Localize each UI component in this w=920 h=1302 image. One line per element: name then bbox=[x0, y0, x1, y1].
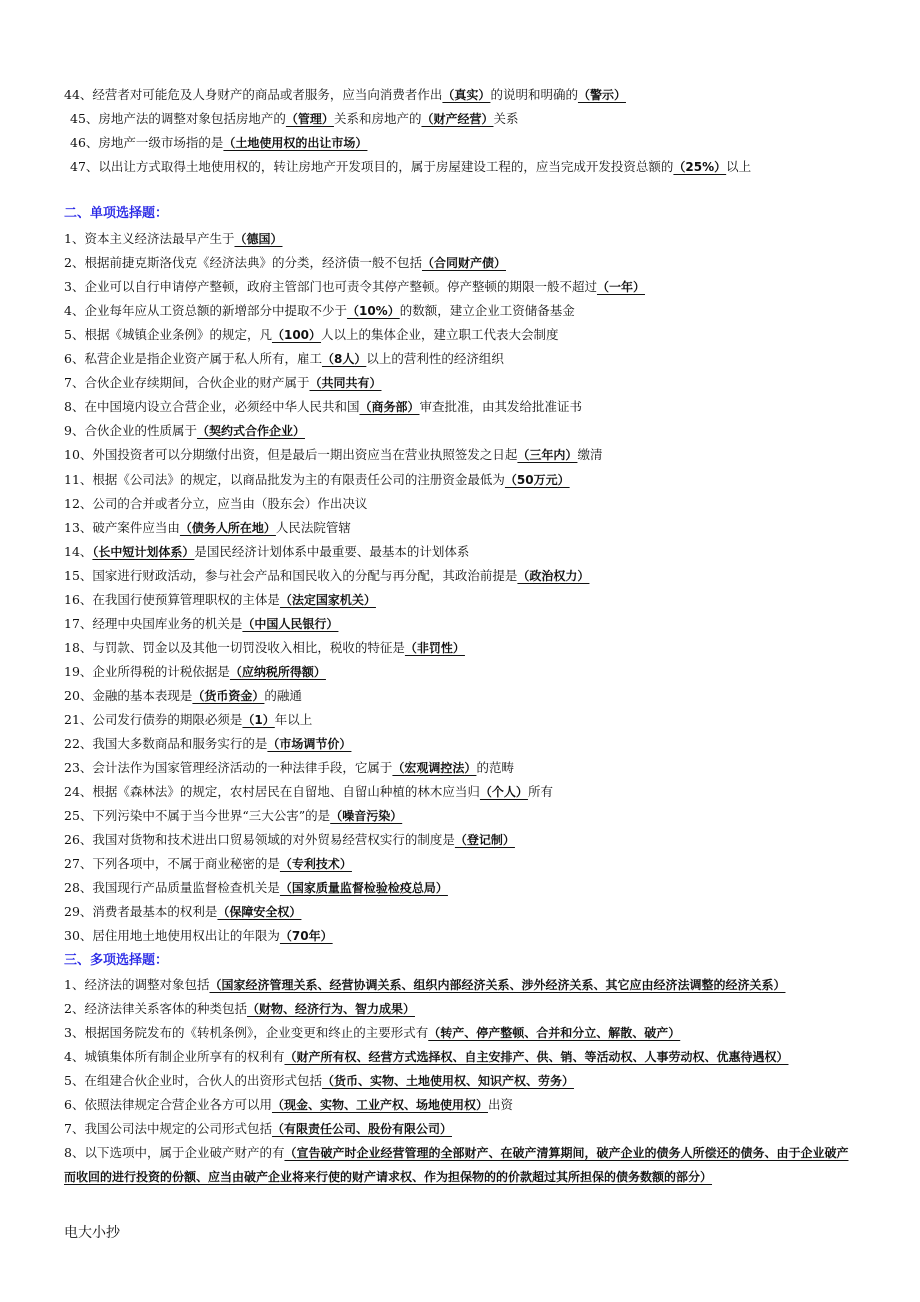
section2-item bbox=[64, 374, 864, 392]
answer-text: （土地使用权的出让市场） bbox=[223, 136, 368, 150]
section2-item bbox=[64, 639, 864, 657]
answer-text: （转产、停产整顿、合并和分立、解散、破产） bbox=[428, 1025, 681, 1040]
answer-text: （宏观调控法） bbox=[392, 761, 477, 776]
question-text: 年以上 bbox=[274, 712, 313, 727]
question-text: 19、企业所得税的计税依据是 bbox=[64, 663, 230, 679]
question-text: 29、消费者最基本的权利是 bbox=[64, 904, 218, 920]
section2-item bbox=[64, 350, 864, 368]
section2-item bbox=[64, 807, 864, 825]
question-text: 10、外国投资者可以分期缴付出资，但是最后一期出资应当在营业执照签发之日起 bbox=[64, 447, 518, 463]
answer-text: （合同财产债） bbox=[421, 256, 506, 271]
item-45 bbox=[70, 110, 870, 128]
question-text: 的说明和明确的 bbox=[490, 87, 578, 102]
section2-item bbox=[64, 495, 864, 513]
answer-text: （1） bbox=[242, 713, 275, 727]
question-text: 14、 bbox=[64, 543, 93, 559]
footer-label: 电大小抄 bbox=[64, 1225, 120, 1241]
answer-text: （70年） bbox=[279, 929, 333, 944]
question-text: 3、企业可以自行申请停产整顿，政府主管部门也可责令其停产整顿。停产整顿的期限一般不超过 bbox=[64, 279, 597, 295]
question-text: 的数额，建立企业工资储备基金 bbox=[399, 303, 575, 319]
question-text: 2、经济法律关系客体的种类包括 bbox=[64, 1000, 247, 1016]
question-text: 出资 bbox=[487, 1096, 513, 1112]
question-text: 的范畴 bbox=[476, 760, 514, 776]
question-text: 4、企业每年应从工资总额的新增部分中提取不少于 bbox=[64, 303, 347, 319]
question-text: 5、在组建合伙企业时，合伙人的出资形式包括 bbox=[64, 1072, 322, 1088]
question-text: 22、我国大多数商品和服务实行的是 bbox=[64, 736, 268, 752]
section2-item bbox=[64, 735, 864, 753]
item-46 bbox=[70, 134, 870, 152]
item-47 bbox=[70, 158, 870, 176]
answer-text: （宣告破产时企业经营管理的全部财产、在破产清算期间，破产企业的债务人所偿还的债务、由于企业破产而收回的进行投资的份额、应当由破产企业将来行使的财产请求权、作为担保物的的价款超过其所担保的债务数额的部分） bbox=[64, 1145, 849, 1184]
answer-text: （德国） bbox=[234, 232, 283, 246]
section2-item bbox=[64, 711, 864, 729]
answer-text: （契约式合作企业） bbox=[196, 424, 305, 439]
section3-item bbox=[64, 1024, 864, 1042]
question-text: 5、根据《城镇企业条例》的规定，凡 bbox=[64, 327, 272, 343]
answer-text: （共同共有） bbox=[309, 376, 382, 391]
section2-item bbox=[64, 831, 864, 849]
answer-text: （债务人所在地） bbox=[179, 520, 276, 535]
question-text: 4、城镇集体所有制企业所享有的权利有 bbox=[64, 1048, 285, 1064]
section3-item bbox=[64, 1072, 864, 1090]
question-text: 的融通 bbox=[264, 687, 302, 703]
answer-text: （政治权力） bbox=[517, 568, 590, 583]
question-text: 以上的营利性的经济组织 bbox=[366, 351, 504, 367]
question-text: 3、根据国务院发布的《转机条例》，企业变更和终止的主要形式有 bbox=[64, 1024, 429, 1040]
question-text: 46、房地产一级市场指的是 bbox=[70, 135, 224, 150]
section2-item bbox=[64, 543, 864, 561]
question-text: 47、以出让方式取得土地使用权的，转让房地产开发项目的，属于房屋建设工程的，应当完成开发投资总额的 bbox=[70, 159, 674, 174]
question-text: 24、根据《森林法》的规定，农村居民在自留地、自留山种植的林木应当归 bbox=[64, 784, 480, 800]
answer-text: （100） bbox=[271, 328, 322, 343]
section3-item bbox=[64, 976, 864, 994]
answer-text: （市场调节价） bbox=[267, 737, 352, 752]
question-text: 16、在我国行使预算管理职权的主体是 bbox=[64, 591, 280, 607]
section3-item bbox=[64, 1120, 864, 1138]
section2-item bbox=[64, 759, 864, 777]
answer-text: （专利技术） bbox=[279, 857, 352, 872]
question-text: 27、下列各项中，不属于商业秘密的是 bbox=[64, 856, 280, 872]
question-text: 44、经营者对可能危及人身财产的商品或者服务，应当向消费者作出 bbox=[64, 87, 443, 102]
answer-text: （真实） bbox=[442, 88, 491, 102]
section2-item bbox=[64, 326, 864, 344]
item-44 bbox=[64, 86, 864, 104]
question-text: 23、会计法作为国家管理经济活动的一种法律手段，它属于 bbox=[64, 760, 393, 776]
question-text: 是国民经济计划体系中最重要、最基本的计划体系 bbox=[194, 543, 470, 559]
section2-item bbox=[64, 591, 864, 609]
question-text: 20、金融的基本表现是 bbox=[64, 687, 193, 703]
question-text: 11、根据《公司法》的规定，以商品批发为主的有限责任公司的注册资金最低为 bbox=[64, 471, 505, 487]
section2-item bbox=[64, 783, 864, 801]
question-text: 2、根据前捷克斯洛伐克《经济法典》的分类，经济债一般不包括 bbox=[64, 255, 422, 271]
answer-text: （货币、实物、土地使用权、知识产权、劳务） bbox=[321, 1073, 574, 1088]
answer-text: （有限责任公司、股份有限公司） bbox=[271, 1121, 452, 1136]
answer-text: （50万元） bbox=[504, 472, 570, 487]
question-text: 9、合伙企业的性质属于 bbox=[64, 423, 197, 439]
section2-item bbox=[64, 254, 864, 272]
question-text: 30、居住用地土地使用权出让的年限为 bbox=[64, 928, 280, 944]
answer-text: （货币资金） bbox=[192, 688, 265, 703]
question-text: 关系 bbox=[493, 111, 519, 126]
question-text: 28、我国现行产品质量监督检查机关是 bbox=[64, 880, 280, 896]
answer-text: （中国人民银行） bbox=[242, 616, 339, 631]
section2-heading: 二、单项选择题： bbox=[64, 206, 169, 221]
section2-item bbox=[64, 471, 864, 489]
answer-text: （法定国家机关） bbox=[279, 592, 376, 607]
section2-item bbox=[64, 663, 864, 681]
answer-text: （8人） bbox=[321, 352, 367, 367]
answer-text: （国家经济管理关系、经营协调关系、组织内部经济关系、涉外经济关系、其它应由经济法调整的经济关系） bbox=[209, 977, 786, 992]
section2-item bbox=[64, 422, 864, 440]
section2-item bbox=[64, 398, 864, 416]
answer-text: （管理） bbox=[285, 112, 334, 126]
answer-text: （一年） bbox=[596, 280, 645, 295]
question-text: 关系和房地产的 bbox=[333, 111, 422, 126]
question-text: 6、私营企业是指企业资产属于私人所有，雇工 bbox=[64, 351, 322, 367]
answer-text: （财物、经济行为、智力成果） bbox=[246, 1001, 415, 1016]
section2-item bbox=[64, 903, 864, 921]
question-text: 审查批准，由其发给批准证书 bbox=[419, 399, 582, 415]
answer-text: （个人） bbox=[479, 785, 528, 800]
question-text: 15、国家进行财政活动，参与社会产品和国民收入的分配与再分配，其政治前提是 bbox=[64, 567, 518, 583]
answer-text: （财产经营） bbox=[421, 112, 494, 126]
answer-text: （三年内） bbox=[517, 448, 578, 463]
section2-item bbox=[64, 855, 864, 873]
section2-item bbox=[64, 615, 864, 633]
question-text: 13、破产案件应当由 bbox=[64, 519, 180, 535]
question-text: 所有 bbox=[527, 784, 553, 800]
question-text: 45、房地产法的调整对象包括房地产的 bbox=[70, 111, 286, 126]
answer-text: （10%） bbox=[346, 304, 400, 319]
answer-text: （登记制） bbox=[454, 833, 515, 848]
section2-item bbox=[64, 879, 864, 897]
section2-item bbox=[64, 446, 864, 464]
section3-item bbox=[64, 1048, 864, 1066]
section3-item bbox=[64, 1000, 864, 1018]
question-text: 1、资本主义经济法最早产生于 bbox=[64, 231, 235, 246]
answer-text: （商务部） bbox=[359, 400, 420, 415]
question-text: 缴清 bbox=[577, 447, 603, 463]
answer-text: （警示） bbox=[577, 88, 626, 102]
section2-item bbox=[64, 230, 864, 248]
section2-item bbox=[64, 302, 864, 320]
question-text: 12、公司的合并或者分立，应当由（股东会）作出决议 bbox=[64, 495, 368, 511]
question-text: 26、我国对货物和技术进出口贸易领域的对外贸易经营权实行的制度是 bbox=[64, 832, 455, 848]
question-text: 7、我国公司法中规定的公司形式包括 bbox=[64, 1120, 272, 1136]
question-text: 以上 bbox=[726, 159, 752, 174]
section3-item bbox=[64, 1096, 864, 1114]
section2-item bbox=[64, 687, 864, 705]
answer-text: （应纳税所得额） bbox=[229, 664, 326, 679]
section2-item bbox=[64, 567, 864, 585]
question-text: 7、合伙企业存续期间，合伙企业的财产属于 bbox=[64, 375, 310, 391]
answer-text: （保障安全权） bbox=[217, 905, 302, 920]
section2-item bbox=[64, 519, 864, 537]
question-text: 人民法院管辖 bbox=[275, 519, 351, 535]
answer-text: （25%） bbox=[673, 160, 727, 174]
section3-item-8 bbox=[64, 1141, 854, 1189]
question-text: 25、下列污染中不属于当今世界“三大公害”的是 bbox=[64, 808, 331, 824]
question-text: 21、公司发行债券的期限必须是 bbox=[64, 712, 243, 727]
answer-text: （非罚性） bbox=[404, 640, 465, 655]
section2-item bbox=[64, 278, 864, 296]
question-text: 17、经理中央国库业务的机关是 bbox=[64, 615, 243, 631]
answer-text: （噪音污染） bbox=[330, 809, 403, 824]
answer-text: （国家质量监督检验检疫总局） bbox=[279, 881, 448, 896]
section3-heading: 三、多项选择题： bbox=[64, 952, 169, 968]
question-text: 人以上的集体企业，建立职工代表大会制度 bbox=[321, 327, 559, 343]
question-text: 18、与罚款、罚金以及其他一切罚没收入相比，税收的特征是 bbox=[64, 639, 405, 655]
answer-text: （现金、实物、工业产权、场地使用权） bbox=[271, 1097, 488, 1112]
question-text: 1、经济法的调整对象包括 bbox=[64, 976, 210, 992]
answer-text: （长中短计划体系） bbox=[92, 544, 195, 559]
section2-item bbox=[64, 927, 864, 945]
question-text: 8、以下选项中，属于企业破产财产的有 bbox=[64, 1144, 285, 1160]
answer-text: （财产所有权、经营方式选择权、自主安排产、供、销、等活动权、人事劳动权、优惠待遇权） bbox=[284, 1049, 789, 1064]
question-text: 8、在中国境内设立合营企业，必须经中华人民共和国 bbox=[64, 399, 360, 415]
question-text: 6、依照法律规定合营企业各方可以用 bbox=[64, 1096, 272, 1112]
